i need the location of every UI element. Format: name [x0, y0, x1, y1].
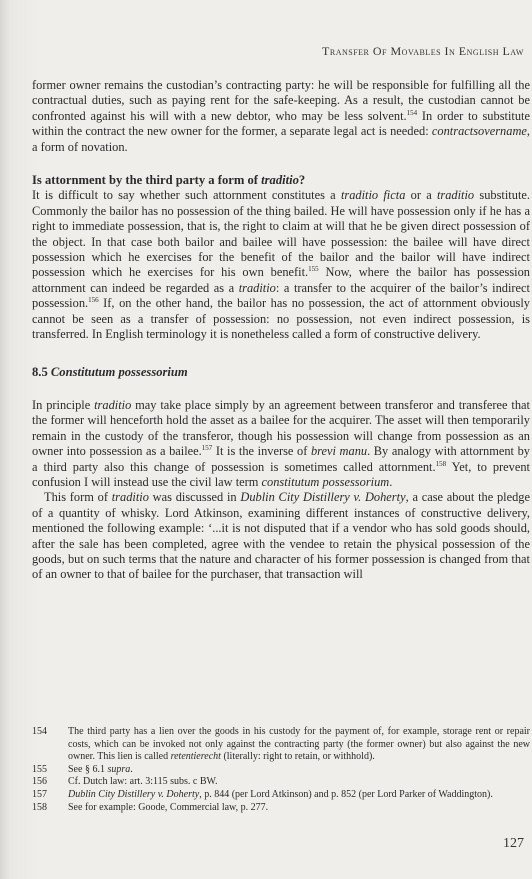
text-run: Now, where the bailor has possession attornment can indeed be regarded as a [32, 265, 530, 295]
text-run: may take place simply by an agreement between transferor and transferee that the former will henceforth hold the asset as a bailee for the acquirer. The asset will then temporarily remain in the custody of the transferor, though his possession will change from possession as an owner into possession as a bailee. [32, 397, 530, 459]
running-header [322, 44, 524, 59]
text-run: former owner remains the custodian’s contracting party: he will be responsible for fulfilling all the contractual duties, such as paying rent for the safe-keeping. As a result, the custodian cannot be confronted against his will with a new debtor, who may be less solvent. [32, 78, 530, 123]
text-run: In principle [32, 397, 95, 412]
italic-term: traditio [238, 280, 276, 295]
section-heading-8-5 [32, 365, 530, 380]
text-run: , a case about the pledge of a quantity of whisky. Lord Atkinson, examining different instances of constructive delivery, mentioned the following example: ‘...it is not disputed that if a vendor who has sold goods should, after the sale has been completed, agree with the vendee to retain the physical possession of the goods, but on such terms that the nature and character of his former possession is changed from that of an owner to that of bailee for the purchaser, that transaction will [32, 490, 530, 582]
text-run: : a transfer to the acquirer of the bailor’s indirect possession. [32, 280, 530, 311]
text-run: (literally: right to retain, or withhold). [220, 751, 375, 763]
text-run: , p. 844 (per Lord Atkinson) and p. 852 (per Lord Parker of Waddington). [199, 788, 493, 800]
heading-italic: Constitutum possessorium [50, 364, 188, 379]
page-number: 127 [503, 836, 524, 851]
footnote-text [68, 789, 530, 802]
case-name: Dublin City Distillery v. Doherty [68, 788, 200, 800]
text-run: See for example: Goode, Commercial law, p. 277. [68, 801, 269, 813]
paragraph-1 [32, 78, 530, 155]
italic-term: brevi manu [310, 444, 368, 459]
italic-term: traditio [436, 188, 475, 203]
footnote [32, 776, 530, 789]
footnote-number: 155 [32, 763, 47, 775]
footnote-ref: 154 [406, 108, 418, 117]
section-heading-attornment [32, 173, 530, 188]
paragraph-3 [32, 398, 530, 490]
heading-text: ? [298, 173, 306, 188]
italic-term: supra [107, 763, 131, 775]
text-run: . By analogy with attornment by a third party also this change of possession is sometimes called attornment. [32, 444, 530, 474]
footnote-number: 158 [32, 801, 47, 813]
footnote-ref: 158 [435, 459, 447, 468]
text-run: This form of [44, 490, 112, 505]
text-run: It is difficult to say whether such attornment constitutes a [32, 188, 341, 203]
text-run: . [389, 474, 393, 489]
footnote [32, 802, 530, 815]
text-run: In order to substitute within the contract the new owner for the former, a separate legal act is needed: [32, 108, 530, 139]
footnote-ref: 157 [201, 444, 213, 452]
text-run: or a [405, 188, 437, 203]
case-name: Dublin City Distillery v. Doherty [240, 490, 406, 505]
text-run: Cf. Dutch law: art. 3:115 subs. c BW. [68, 776, 218, 788]
text-run: , a form of novation. [32, 124, 530, 154]
text-run: . [130, 763, 133, 775]
footnote-text [68, 802, 530, 815]
italic-term: contractsovername [431, 124, 527, 139]
italic-term: traditio ficta [340, 188, 406, 203]
text-run: If, on the other hand, the bailor has no possession, the act of attornment obviously cannot be seen as a transfer of possession: no possession, not even indirect possession, is transferred. In English terminology it is nonetheless called a form of constructive delivery. [32, 296, 530, 342]
text-run: See § 6.1 [68, 763, 108, 775]
footnote [32, 789, 530, 802]
running-header-text: Transfer Of Movables In English Law [322, 44, 524, 58]
footnote-number: 156 [32, 776, 47, 788]
heading-text: Is attornment by the third party a form of [32, 173, 262, 188]
paragraph-4 [32, 490, 530, 582]
footnote-text [68, 764, 530, 777]
footnote-number: 157 [32, 788, 47, 800]
footnote-ref: 156 [88, 296, 99, 305]
italic-term: traditio [94, 397, 132, 412]
footnote-number: 154 [32, 726, 47, 737]
italic-term: traditio [111, 490, 149, 505]
text-run: The third party has a lien over the goods in his custody for the payment of, for example, storage rent or repair costs, which can be invoked not only against the contracting party (the former owner) but also against the new owner. This lien is called [68, 726, 530, 763]
footnote-ref: 155 [308, 265, 319, 274]
italic-term: retentierecht [170, 751, 221, 763]
footnote-text [68, 726, 530, 764]
main-text [32, 78, 530, 583]
footnote [32, 764, 530, 777]
text-run: substitute. Commonly the bailor has no possession of the thing bailed. He will have possession only if he has a right to immediate possession, that is, the right to claim at will that he be given direct possession of the object. In that case both bailor and bailee will have possession: the bailee will have direct possession which he exercises for the benefit of the bailor and the bailor will have indirect possession which he exercises for his own benefit. [32, 188, 530, 280]
footnote [32, 726, 530, 764]
text-run: was discussed in [148, 490, 241, 505]
section-number: 8.5 [32, 364, 51, 379]
footnotes [32, 726, 530, 814]
text-run: Yet, to prevent confusion I will instead use the civil law term [32, 459, 530, 489]
paragraph-2 [32, 188, 530, 342]
italic-term: constitutum possessorium [261, 474, 390, 489]
heading-italic: traditio [261, 173, 299, 188]
footnote-text [68, 776, 530, 789]
text-run: It is the inverse of [212, 444, 311, 459]
